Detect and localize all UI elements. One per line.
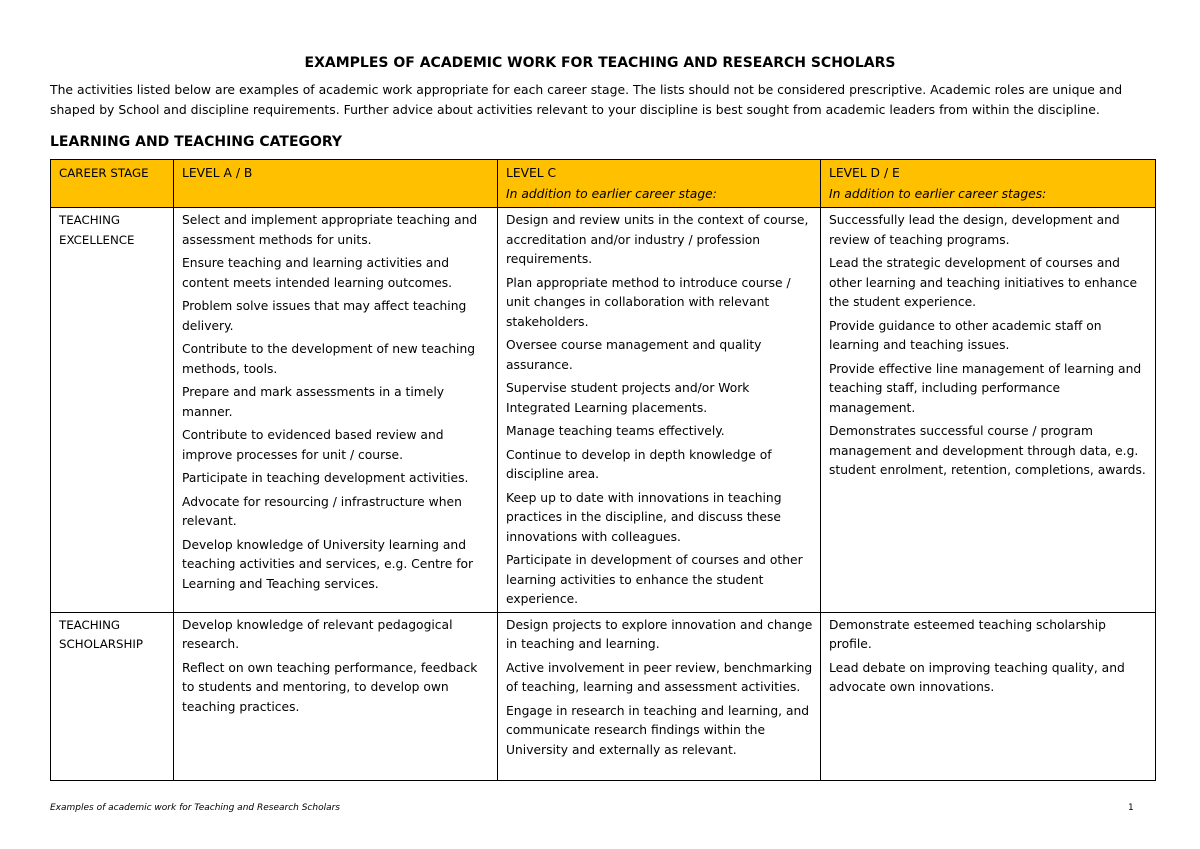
intro-paragraph: The activities listed below are examples of academic work appropriate for each career stage. The lists should not be considered prescriptive. Academic roles are unique and shaped by School and discipline requirements. Further advice about activities relevant to your discipline is best sought from academic leaders from within the discipline. <box>50 82 1123 117</box>
career-stage-cell: TEACHING EXCELLENCE <box>51 208 174 613</box>
list-item: Design projects to explore innovation and change in teaching and learning. <box>506 617 813 651</box>
list-item: Select and implement appropriate teaching and assessment methods for units. <box>182 213 478 247</box>
page-number: 1 <box>1128 803 1134 813</box>
list-item: Provide guidance to other academic staff on learning and teaching issues. <box>829 318 1102 352</box>
level-de-cell <box>821 208 1156 613</box>
level-ab-cell <box>174 612 498 780</box>
list-item: Continue to develop in depth knowledge of discipline area. <box>506 447 772 481</box>
level-ab-cell <box>174 208 498 613</box>
header-level-de: LEVEL D / E In addition to earlier career stages: <box>821 160 1156 208</box>
list-item: Contribute to evidenced based review and improve processes for unit / course. <box>182 428 444 462</box>
list-item: Engage in research in teaching and learning, and communicate research findings within the University and externally as relevant. <box>506 703 810 757</box>
footer-text: Examples of academic work for Teaching and Research Scholars <box>50 803 340 813</box>
level-de-cell <box>821 612 1156 780</box>
header-level-de-note: In addition to earlier career stages: <box>829 187 1047 201</box>
list-item: Provide effective line management of learning and teaching staff, including performance management. <box>829 361 1142 415</box>
list-item: Prepare and mark assessments in a timely manner. <box>182 385 445 419</box>
list-item: Supervise student projects and/or Work Integrated Learning placements. <box>506 381 750 415</box>
list-item: Plan appropriate method to introduce course / unit changes in collaboration with relevant stakeholders. <box>506 275 791 329</box>
list-item: Develop knowledge of University learning and teaching activities and services, e.g. Centre for Learning and Teaching services. <box>182 537 474 591</box>
list-item: Demonstrate esteemed teaching scholarship profile. <box>829 617 1106 651</box>
list-item: Design and review units in the context of course, accreditation and/or industry / profession requirements. <box>506 213 809 266</box>
table-row <box>51 612 1156 780</box>
level-c-cell <box>498 612 821 780</box>
list-item: Lead debate on improving teaching quality, and advocate own innovations. <box>829 660 1125 694</box>
section-heading: LEARNING AND TEACHING CATEGORY <box>50 134 343 150</box>
list-item: Participate in teaching development activities. <box>182 471 469 485</box>
list-item: Ensure teaching and learning activities and content meets intended learning outcomes. <box>182 256 453 290</box>
header-level-c: LEVEL C In addition to earlier career stage: <box>498 160 821 208</box>
list-item: Lead the strategic development of courses and other learning and teaching initiatives to enhance the student experience. <box>829 256 1138 309</box>
list-item: Reflect on own teaching performance, feedback to students and mentoring, to develop own teaching practices. <box>182 660 478 714</box>
header-career-stage: CAREER STAGE <box>51 160 174 208</box>
career-stage-cell: TEACHING SCHOLARSHIP <box>51 612 174 780</box>
list-item: Contribute to the development of new teaching methods, tools. <box>182 342 476 376</box>
list-item: Keep up to date with innovations in teaching practices in the discipline, and discuss these innovations with colleagues. <box>506 490 782 544</box>
list-item: Active involvement in peer review, benchmarking of teaching, learning and assessment activities. <box>506 660 813 694</box>
activities-table <box>50 159 1156 781</box>
list-item: Advocate for resourcing / infrastructure when relevant. <box>182 494 462 528</box>
table-header-row <box>51 160 1156 208</box>
list-item: Demonstrates successful course / program management and development through data, e.g. student enrolment, retention, completions, awards. <box>829 424 1146 477</box>
table-row <box>51 208 1156 613</box>
list-item: Participate in development of courses and other learning activities to enhance the student experience. <box>506 553 803 606</box>
list-item: Oversee course management and quality assurance. <box>506 338 762 372</box>
list-item: Problem solve issues that may affect teaching delivery. <box>182 299 467 333</box>
header-level-ab: LEVEL A / B <box>174 160 498 208</box>
header-level-c-note: In addition to earlier career stage: <box>506 187 717 201</box>
level-c-cell <box>498 208 821 613</box>
document-title: EXAMPLES OF ACADEMIC WORK FOR TEACHING AND RESEARCH SCHOLARS <box>304 55 896 71</box>
list-item: Manage teaching teams effectively. <box>506 424 725 438</box>
list-item: Successfully lead the design, development and review of teaching programs. <box>829 213 1120 247</box>
list-item: Develop knowledge of relevant pedagogical research. <box>182 617 453 651</box>
